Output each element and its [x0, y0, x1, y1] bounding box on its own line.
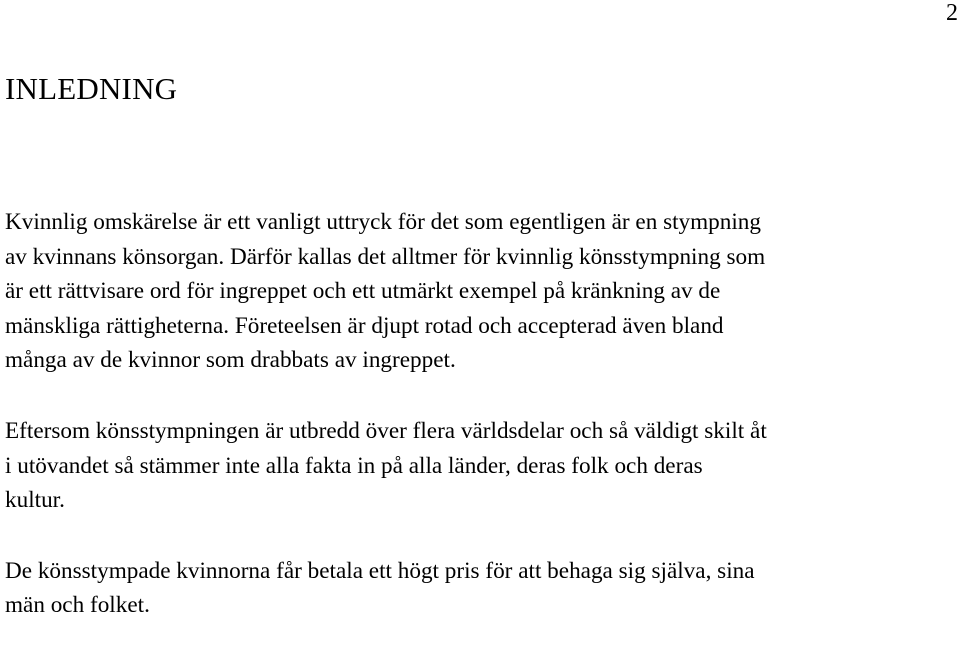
text-line: i utövandet så stämmer inte alla fakta in på alla länder, deras folk och deras	[5, 452, 703, 479]
text-line: Eftersom könsstympningen är utbredd över flera världsdelar och så väldigt skilt åt	[5, 417, 767, 444]
paragraph-3	[5, 554, 960, 623]
text-line: av kvinnans könsorgan. Därför kallas det alltmer för kvinnlig könsstympning som	[5, 243, 766, 270]
page-number: 2	[946, 0, 958, 26]
text-line: män och folket.	[5, 592, 150, 619]
text-line: kultur.	[5, 487, 65, 514]
paragraph-1	[5, 205, 960, 378]
text-line: Kvinnlig omskärelse är ett vanligt uttryck för det som egentligen är en stympning	[5, 209, 761, 235]
text-line: mänskliga rättigheterna. Företeelsen är djupt rotad och accepterad även bland	[5, 312, 724, 339]
paragraph-2	[5, 414, 960, 518]
text-line: är ett rättvisare ord för ingreppet och ett utmärkt exempel på kränkning av de	[5, 278, 721, 305]
body-text	[5, 205, 960, 659]
text-line: De könsstympade kvinnorna får betala ett högt pris för att behaga sig själva, sina	[5, 557, 755, 584]
section-heading: INLEDNING	[5, 71, 178, 106]
text-line: många av de kvinnor som drabbats av ingreppet.	[5, 347, 456, 374]
